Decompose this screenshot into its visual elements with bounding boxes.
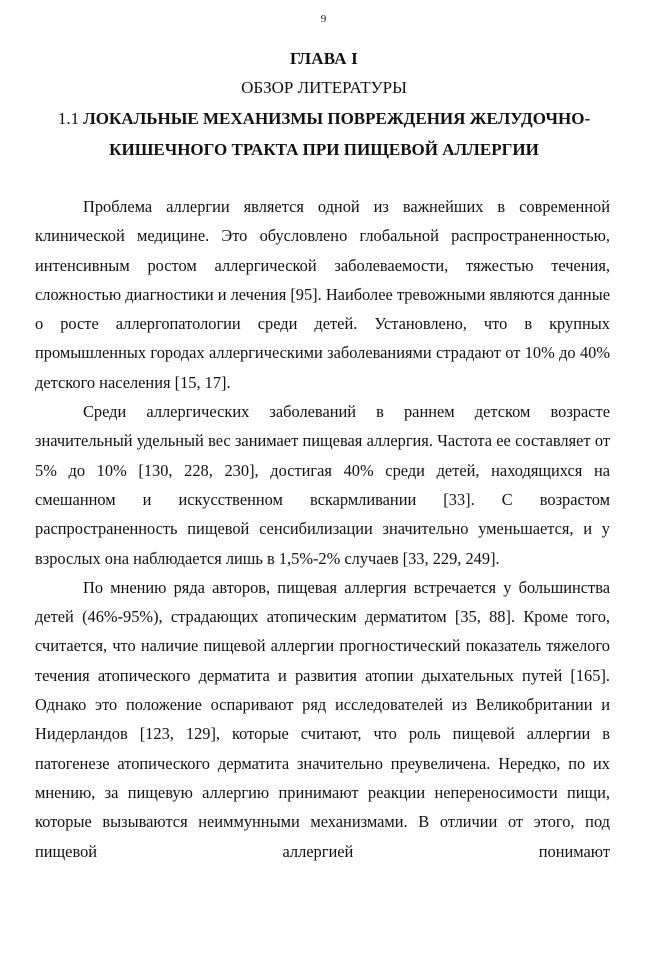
paragraph-atopic-dermatitis: По мнению ряда авторов, пищевая аллергия встречается у большинства детей (46%-95%), страдающих атопическим дерматитом [35, 88]. Кроме того, считается, что наличие пищевой аллергии прогностический показатель тяжелого течения атопического дерматита и развития атопии дыхательных путей [165]. Однако это положение оспаривают ряд исследователей из Великобритании и Нидерландов [123, 129], которые считают, что роль пищевой аллергии в патогенезе атопического дерматита значительно преувеличена. Нередко, по их мнению, за пищевую аллергию принимают реакции непереносимости пищи, которые вызываются неиммунными механизмами. В отличии от этого, под пищевой аллергией понимают bbox=[35, 577, 610, 861]
section-title bbox=[34, 103, 614, 165]
section-number: 1.1 bbox=[57, 109, 80, 128]
chapter-title: ГЛАВА I bbox=[289, 49, 358, 68]
paragraph-food-allergy-frequency: Среди аллергических заболеваний в раннем детском возрасте значительный удельный вес занимает пищевая аллергия. Частота ее составляет от 5% до 10% [130, 228, 230], достигая 40% среди детей, находящихся на смешанном и искусственном вскармливании [33]. С возрастом распространенность пищевой сенсибилизации значительно уменьшается, и у взрослых она наблюдается лишь в 1,5%-2% случаев [33, 229, 249]. bbox=[35, 402, 610, 568]
chapter-subtitle: ОБЗОР ЛИТЕРАТУРЫ bbox=[241, 78, 407, 97]
section-title-text: ЛОКАЛЬНЫЕ МЕХАНИЗМЫ ПОВРЕЖДЕНИЯ ЖЕЛУДОЧНО-КИШЕЧНОГО ТРАКТА ПРИ ПИЩЕВОЙ АЛЛЕРГИИ bbox=[83, 109, 591, 159]
chapter-heading bbox=[34, 47, 614, 165]
paragraph-allergy-problem: Проблема аллергии является одной из важнейших в современной клинической медицине. Это обусловлено глобальной распространенностью, интенсивным ростом аллергической заболеваемости, тяжестью течения, сложностью диагностики и лечения [95]. Наиболее тревожными являются данные о росте аллергопатологии среди детей. Установлено, что в крупных промышленных городах аллергическими заболеваниями страдают от 10% до 40% детского населения [15, 17]. bbox=[35, 197, 610, 392]
page-number: 9 bbox=[320, 13, 327, 25]
document-body bbox=[35, 192, 610, 866]
